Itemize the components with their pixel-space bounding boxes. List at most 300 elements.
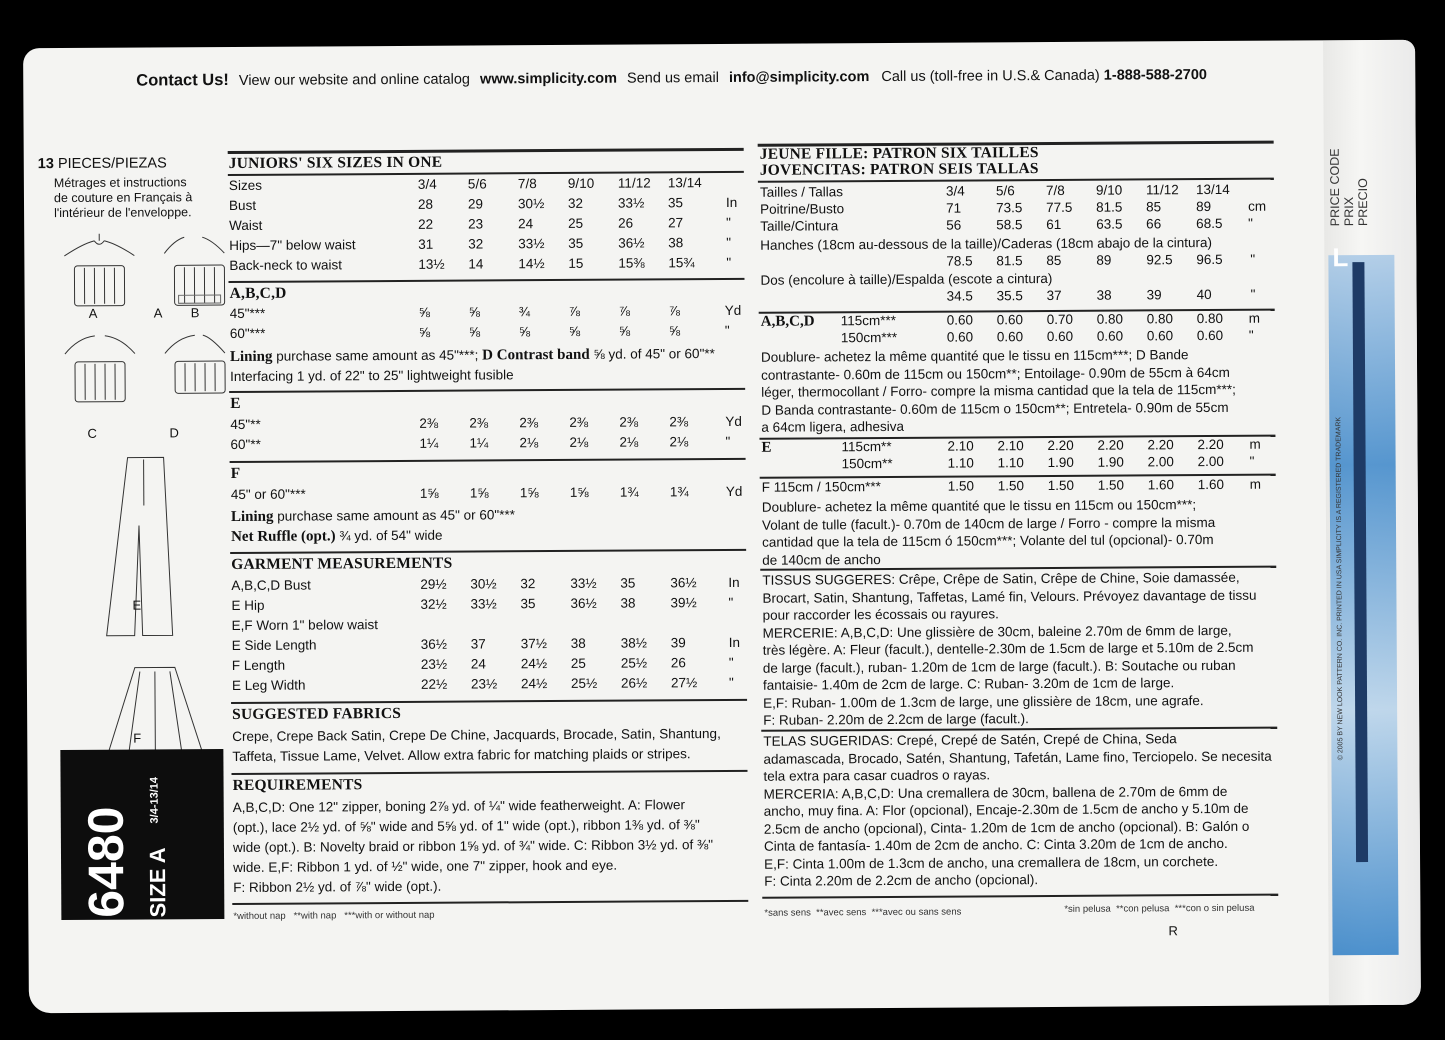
fr-f-row (23, 40, 1415, 49)
e-title: E (230, 394, 241, 413)
row-value: 13/14 (667, 175, 702, 191)
email-link[interactable]: info@simplicity.com (728, 69, 870, 86)
pieces-number: 13 (37, 156, 54, 173)
row-value: 2.00 (1147, 454, 1174, 470)
row-label: Waist (229, 217, 263, 234)
row-value: 24 (518, 216, 534, 232)
row-value: 27 (668, 215, 684, 231)
row-unit: Yd (725, 483, 743, 499)
telas-line: E,F: Cinta 1.00m de 1.3cm de ancho, una cremallera de 18cm, un corchete. (764, 853, 1219, 872)
row-value: 15 (568, 255, 584, 271)
row-value: 2⅛ (669, 434, 689, 450)
info-line: Métrages et instructions (53, 175, 187, 191)
row-unit: " (1249, 453, 1255, 469)
row-unit: m (1248, 310, 1261, 326)
row-label: 115cm** (841, 438, 892, 455)
row-value: 0.60 (996, 329, 1024, 345)
row-value: 2.10 (997, 438, 1024, 454)
row-value: ⅝ (668, 323, 681, 339)
row-value: 24½ (520, 656, 548, 672)
row-value: 25 (570, 655, 586, 671)
row-unit: m (1249, 476, 1262, 492)
row-value: 33½ (470, 596, 497, 612)
row-value: 33½ (518, 236, 545, 252)
tissus-line: F: Ruban- 2.20m de 2.2cm de large (facult.). (763, 711, 1029, 728)
tissus-line: Brocart, Satin, Shantung, Taffetas, Lamé fin, Velours. Prévoyez davantage de tissu (762, 587, 1257, 606)
row-value: 36½ (420, 636, 448, 652)
row-value: 28 (417, 196, 434, 212)
row-value: 85 (1046, 252, 1062, 269)
fr-abcd-label: A,B,C,D (760, 313, 815, 330)
row-value: 2⅜ (619, 414, 639, 430)
row-value: 29 (467, 196, 484, 212)
lining-note (230, 344, 715, 367)
row-value: 37 (1046, 287, 1062, 304)
f-lining-bold: Lining (230, 508, 274, 525)
row-label: Hips—7" below waist (229, 237, 356, 254)
pieces-count (38, 155, 167, 172)
row-label: 45"*** (229, 305, 266, 322)
view-sketches (52, 225, 245, 786)
rule (229, 388, 745, 393)
contact-header (136, 65, 1207, 91)
row-value: 5/6 (467, 176, 487, 192)
dos-row (23, 40, 1415, 49)
row-value: 35 (520, 596, 536, 612)
rule (762, 894, 1278, 899)
row-value: 1¾ (669, 484, 689, 500)
rule (232, 900, 748, 905)
garment-title: GARMENT MEASUREMENTS (231, 554, 453, 573)
english-measure-table (23, 40, 1415, 49)
row-value: 0.60 (946, 312, 974, 328)
row-value: 33½ (617, 195, 645, 211)
row-unit: In (728, 634, 741, 650)
telas-text (763, 730, 1284, 891)
row-value: 0.60 (946, 329, 974, 345)
row-unit: In (728, 574, 740, 590)
french-title (760, 145, 1039, 179)
row-value: 36½ (670, 575, 697, 591)
row-value: 2.10 (947, 438, 974, 454)
fabrics-text (232, 724, 748, 767)
e-yardage (23, 40, 1415, 49)
price-line: PRECIO (1355, 178, 1371, 227)
f-line: cantidad que la tela de 115cm ó 150cm***; Volante del tul (opcional)- 0.70m (762, 531, 1214, 550)
row-value: 0.60 (1046, 328, 1074, 345)
rule (231, 770, 747, 775)
telas-line: Cinta de fantasía- 1.40m de 2cm de ancho. C: Cinta 3.20m de 1cm de ancho. (763, 835, 1228, 854)
row-value: 1.50 (997, 478, 1025, 494)
row-value: 1¼ (419, 435, 439, 451)
row-label: F 115cm / 150cm*** (761, 479, 881, 495)
row-value: 3/4 (417, 176, 437, 192)
row-value: 26½ (620, 675, 648, 691)
row-value: 35 (667, 195, 684, 211)
row-value: 29½ (420, 576, 447, 592)
rule (230, 549, 746, 554)
row-value: 13/14 (1195, 181, 1230, 198)
row-value: 22 (418, 216, 434, 232)
row-value: 81.5 (996, 253, 1023, 269)
row-value: 39½ (670, 595, 697, 611)
telas-line: tela extra para casar cuadros o rayas. (763, 767, 991, 784)
row-value: ⅝ (568, 323, 581, 339)
contrast-bold: D Contrast band (482, 346, 590, 364)
f-lining-text: purchase same amount as 45" or 60"*** (273, 507, 515, 524)
row-value: 2⅜ (569, 414, 589, 430)
fabrics-line: Crepe, Crepe Back Satin, Crepe De Chine, Jacquards, Brocade, Satin, Shantung, (232, 726, 721, 744)
row-value: ¾ (518, 304, 530, 320)
row-value: 68.5 (1196, 215, 1223, 232)
row-unit: " (726, 254, 732, 270)
lining-text: purchase same amount as 45"***; (272, 347, 483, 364)
contrast-text: ⅝ yd. of 45" or 60"** (589, 346, 715, 362)
ruffle-note (231, 526, 443, 547)
telas-line: F: Cinta 2.20m de 2.2cm de ancho (opcional). (764, 872, 1039, 889)
rule (228, 278, 744, 283)
row-value: 96.5 (1196, 251, 1223, 268)
row-value: 2.20 (1147, 437, 1174, 453)
row-value: ⅝ (518, 324, 531, 340)
row-value: 1.50 (947, 478, 975, 494)
f-line: Volant de tulle (facult.)- 0.70m de 140cm de large / Forro - compre la misma (761, 514, 1216, 533)
tissus-line: pour raccorder les écossais ou rayures. (762, 606, 999, 623)
row-value: 2.20 (1047, 437, 1074, 454)
rule (230, 458, 746, 463)
row-value: 7/8 (1045, 182, 1065, 199)
row-label: Bust (228, 197, 257, 214)
row-value: 0.80 (1196, 310, 1224, 327)
doublure-line: léger, thermocollant / Forro- compre la misma cantidad que la tela de 115cm***; (761, 381, 1236, 400)
telas-line: 2.5cm de ancho (opcional), Cinta- 1.20m de 1cm de ancho (opcional). B: Galón o (763, 818, 1250, 837)
row-unit: " (728, 674, 734, 690)
row-value: 39 (670, 635, 686, 651)
french-info (54, 175, 193, 221)
row-value: 26 (618, 215, 634, 231)
row-value: ⅞ (668, 303, 680, 319)
row-value: 32 (567, 195, 584, 211)
doublure-line: D Banda contrastante- 0.60m de 115cm o 150cm**; Entretela- 0.90m de 55cm (761, 399, 1229, 418)
row-value: 1.60 (1147, 477, 1175, 493)
requirements-title: REQUIREMENTS (232, 776, 363, 794)
tissus-text (762, 569, 1283, 730)
pattern-number-box (60, 749, 224, 920)
website-link[interactable]: www.simplicity.com (479, 70, 618, 88)
pattern-number: 6480 (77, 806, 135, 918)
row-value: 23½ (420, 656, 448, 672)
row-value: 1⅝ (569, 484, 589, 500)
row-value: 24½ (520, 676, 548, 692)
req-line: wide. E,F: Ribbon 1 yd. of ½" wide, one 7" zipper, hook and eye. (233, 857, 618, 875)
english-title: JUNIORS' SIX SIZES IN ONE (228, 153, 443, 173)
row-value: 9/10 (1095, 182, 1123, 198)
hanches-row (23, 40, 1415, 49)
row-value: 1¼ (469, 435, 489, 451)
price-line: PRICE CODE (1327, 148, 1343, 227)
row-label: 45"** (230, 416, 261, 433)
row-value: ⅝ (468, 304, 480, 320)
tissus-line: TISSUS SUGGERES: Crêpe, Crêpe de Satin, Crêpe de Chine, Soie damassée, (762, 569, 1240, 588)
row-value: 63.5 (1096, 216, 1123, 232)
row-value: 38 (668, 235, 684, 251)
row-value: 0.80 (1146, 311, 1174, 327)
telas-line: ancho, muy fina. A: Flor (opcional), Encaje-2.30m de 1.5cm de ancho y 5.10m de (763, 800, 1249, 819)
row-label: Tailles / Tallas (759, 184, 844, 200)
row-value: 25 (568, 215, 584, 231)
row-label: 60"** (230, 436, 261, 453)
fr-e-label: E (761, 439, 772, 456)
row-value: 25½ (620, 655, 648, 671)
row-unit: m (1249, 436, 1261, 452)
view-label: A (88, 305, 98, 321)
contact-title: Contact Us! (136, 71, 229, 90)
row-value: 34.5 (946, 288, 973, 304)
rule (228, 148, 744, 154)
row-value: 32½ (420, 596, 447, 612)
row-value: 1¾ (619, 484, 639, 500)
row-value: 56 (946, 217, 962, 233)
row-value: 26 (670, 655, 686, 671)
view-label: C (87, 425, 97, 441)
row-unit: " (1248, 327, 1254, 343)
row-value: 40 (1196, 287, 1212, 303)
french-measure-table (23, 40, 1415, 49)
row-value: ⅞ (568, 303, 580, 319)
tissus-line: fantaisie- 1.40m de 2cm de large. C: Ruban- 3.20m de 1cm de large. (762, 675, 1175, 693)
price-code-label (1328, 148, 1370, 226)
row-value: 85 (1146, 199, 1162, 215)
info-line: de couture en Français à (53, 190, 193, 206)
f-lining-note (231, 505, 515, 527)
row-unit: " (728, 594, 734, 610)
view-label: F (133, 730, 142, 746)
row-label: Poitrine/Busto (760, 201, 845, 217)
price-line: PRIX (1341, 196, 1357, 227)
row-value: ⅝ (618, 323, 631, 339)
bodice-c (75, 362, 125, 402)
row-value: 1⅝ (519, 485, 539, 501)
tissus-line: E,F: Ruban- 1.00m de 1.3cm de large, une glissière de 18cm, une agrafe. (763, 692, 1204, 711)
row-label: Taille/Cintura (760, 218, 839, 234)
row-value: 81.5 (1096, 199, 1123, 215)
row-value: 2⅜ (419, 415, 439, 431)
bodice-d (175, 361, 225, 393)
row-value: 71 (946, 200, 962, 216)
tissus-line: de large (facult.), ruban- 1.20m de 1cm de large (facult.). B: Soutache ou ruban (762, 657, 1236, 676)
row-value: 0.60 (1146, 328, 1174, 344)
price-code: L (1332, 242, 1349, 273)
req-line: A,B,C,D: One 12" zipper, boning 2⅞ yd. of ¼" wide featherweight. A: Flower (232, 797, 686, 815)
row-unit: " (728, 654, 734, 670)
row-value: 0.60 (1196, 327, 1224, 344)
row-label: F Length (231, 657, 286, 673)
f-line: Doublure- achetez la même quantité que le tissu en 115cm ou 150cm***; (761, 497, 1197, 515)
row-value: 73.5 (996, 200, 1023, 216)
row-value: 15¾ (668, 255, 695, 271)
fabrics-line: Taffeta, Tissue Lame, Velvet. Allow extra fabric for matching plaids or stripes. (232, 746, 691, 764)
row-value: 2⅜ (669, 414, 689, 430)
req-line: F: Ribbon 2½ yd. of ⅞" wide (opt.). (233, 878, 442, 895)
ruffle-text: ¾ yd. of 54" wide (335, 527, 443, 544)
row-unit: " (1248, 215, 1254, 231)
halter-neck-a (64, 234, 134, 256)
french-footnote: *sans sens **avec sens ***avec ou sans sens (764, 906, 962, 919)
garment-measurements (23, 40, 1415, 49)
req-line: wide (opt.). B: Novelty braid or ribbon 1⅝ yd. of ¾" wide. C: Ribbon 3½ yd. of ⅜" (232, 837, 714, 855)
row-value: ⅝ (418, 324, 431, 340)
row-value: 0.60 (996, 312, 1024, 328)
row-value: 1⅝ (469, 485, 489, 501)
interfacing-note: Interfacing 1 yd. of 22" to 25" lightweight fusible (230, 367, 514, 385)
row-value: 2.20 (1097, 437, 1124, 453)
view-label: B (190, 305, 200, 321)
row-value: 2⅛ (619, 434, 639, 450)
row-label: Sizes (228, 177, 262, 194)
row-value: 2⅜ (469, 415, 489, 431)
phone-number: 1-888-588-2700 (1103, 67, 1208, 84)
row-value: 78.5 (946, 253, 973, 269)
row-value: 22½ (420, 676, 448, 692)
row-value: 36½ (618, 235, 645, 251)
row-value: ⅝ (468, 324, 481, 340)
row-value: 24 (470, 656, 486, 672)
pattern-envelope (23, 40, 1421, 1013)
row-value: 32 (468, 236, 484, 252)
hanches-label: Hanches (18cm au-dessous de la taille)/Caderas (18cm abajo de la cintura) (760, 235, 1213, 253)
row-unit: " (1250, 251, 1256, 267)
row-value: 2.00 (1197, 453, 1224, 470)
row-label: E,F Worn 1" below waist (231, 617, 378, 633)
row-value: 1.10 (997, 455, 1024, 471)
row-value: 32 (520, 576, 536, 592)
row-value: 1⅝ (419, 485, 439, 501)
row-value: 35 (620, 575, 636, 591)
row-unit: " (726, 234, 732, 250)
row-label: E Hip (231, 597, 265, 613)
row-value: 37 (470, 636, 486, 652)
row-value: 7/8 (517, 176, 537, 192)
row-value: 2⅛ (569, 434, 589, 450)
row-value: 25½ (570, 675, 598, 691)
row-value: 1.50 (1097, 477, 1125, 493)
fabrics-title: SUGGESTED FABRICS (232, 704, 402, 723)
row-value: 38 (570, 635, 586, 651)
row-value: 30½ (470, 576, 497, 592)
row-value: 0.60 (1096, 328, 1124, 344)
f-line: de 140cm de ancho (762, 551, 881, 568)
row-value: 23½ (470, 676, 498, 692)
telas-line: MERCERIA: A,B,C,D: Una cremallera de 30cm, ballena de 2.70m de 6mm de (763, 783, 1228, 802)
requirements-text (233, 795, 754, 898)
row-value: 0.80 (1096, 311, 1124, 327)
row-unit: " (725, 433, 731, 449)
row-unit: In (725, 194, 738, 210)
row-value: 58.5 (996, 217, 1023, 233)
row-value: 5/6 (995, 183, 1015, 199)
row-label: 115cm*** (840, 312, 897, 329)
view-label: E (132, 597, 142, 613)
row-unit: " (1250, 286, 1256, 302)
bodice-a (74, 266, 124, 306)
row-value: 2⅛ (519, 435, 539, 451)
row-value: 36½ (570, 595, 597, 611)
row-value: 11/12 (1145, 182, 1179, 198)
row-value: 2⅜ (519, 415, 539, 431)
doublure-line: contrastante- 0.60m de 115cm ou 150cm**; Entoilage- 0.90m de 55cm à 64cm (761, 364, 1230, 383)
row-value: ⅞ (618, 303, 630, 319)
row-value: 15⅜ (618, 255, 645, 271)
row-value: 37½ (520, 636, 548, 652)
row-value: 33½ (570, 575, 597, 591)
row-value: 31 (418, 236, 434, 252)
row-label: Back-neck to waist (229, 257, 342, 274)
req-line: (opt.), lace 2½ yd. of ⅝" wide and 5⅝ yd. of 1" wide (opt.), ribbon 1⅜ yd. of ⅜" (232, 817, 700, 835)
copyright-text: © 2005 BY NEW LOOK PATTERN CO. INC. PRINTED IN USA SIMPLICITY IS A REGISTERED TRADEMARK (1335, 416, 1345, 761)
row-label: E Side Length (231, 637, 317, 653)
row-value: ⅝ (418, 304, 430, 320)
abcd-title: A,B,C,D (229, 284, 287, 303)
row-value: 11/12 (617, 175, 651, 191)
size-label: SIZE A (144, 847, 171, 918)
row-value: 1.10 (947, 455, 974, 471)
row-value: 61 (1046, 216, 1062, 233)
telas-line: adamascada, Brocado, Satén, Shantung, Tafetán, Lame fino, Terciopelo. Se necesita (763, 748, 1272, 767)
row-value: 38 (620, 595, 636, 611)
row-label: E Leg Width (231, 677, 306, 693)
view-label: D (169, 425, 179, 441)
view-text: View our website and online catalog (238, 71, 471, 89)
spanish-title-line: JOVENCITAS: PATRON SEIS TALLAS (759, 160, 1039, 179)
row-value: 1.60 (1197, 476, 1225, 493)
row-value: 2.20 (1197, 436, 1224, 453)
ruffle-bold: Net Ruffle (opt.) (231, 528, 336, 545)
doublure-line: Doublure- achetez la même quantité que le tissu en 115cm***; D Bande (760, 347, 1189, 365)
r-mark: R (1168, 923, 1178, 939)
row-value: 39 (1146, 287, 1162, 303)
row-value: 77.5 (1046, 199, 1073, 216)
row-unit: " (726, 214, 731, 230)
spanish-footnote: *sin pelusa **con pelusa ***con o sin pelusa (1064, 902, 1255, 915)
row-label: 60"*** (229, 325, 266, 342)
row-value: 35.5 (996, 288, 1023, 304)
row-label: 45" or 60"*** (230, 486, 306, 502)
rule (231, 699, 747, 704)
row-value: 1.50 (1047, 477, 1075, 494)
tissus-line: MERCERIE: A,B,C,D: Une glissière de 30cm, baleine 2.70m de 6mm de large, (762, 622, 1232, 641)
row-value: 89 (1096, 252, 1112, 268)
doublure-text (761, 346, 1280, 437)
row-value: 3/4 (945, 183, 965, 199)
row-unit: Yd (725, 413, 742, 429)
row-value: 1.90 (1047, 454, 1074, 471)
fr-e-rows (23, 40, 1415, 49)
french-title-line: JEUNE FILLE: PATRON SIX TAILLES (759, 144, 1039, 163)
row-value: 9/10 (567, 175, 595, 191)
row-value: 38 (1096, 287, 1112, 303)
row-value: 23 (468, 216, 484, 232)
f-title: F (230, 464, 241, 483)
row-value: 14½ (518, 256, 545, 272)
row-value: 0.70 (1046, 311, 1074, 328)
call-text: Call us (toll-free in U.S.& Canada) (881, 67, 1100, 86)
row-value: 89 (1196, 199, 1212, 215)
row-unit: cm (1248, 198, 1267, 214)
row-label: A,B,C,D Bust (231, 577, 311, 593)
row-value: 14 (468, 256, 484, 272)
f-yardage (23, 40, 1415, 49)
size-range: 3/4-13/14 (148, 776, 161, 824)
